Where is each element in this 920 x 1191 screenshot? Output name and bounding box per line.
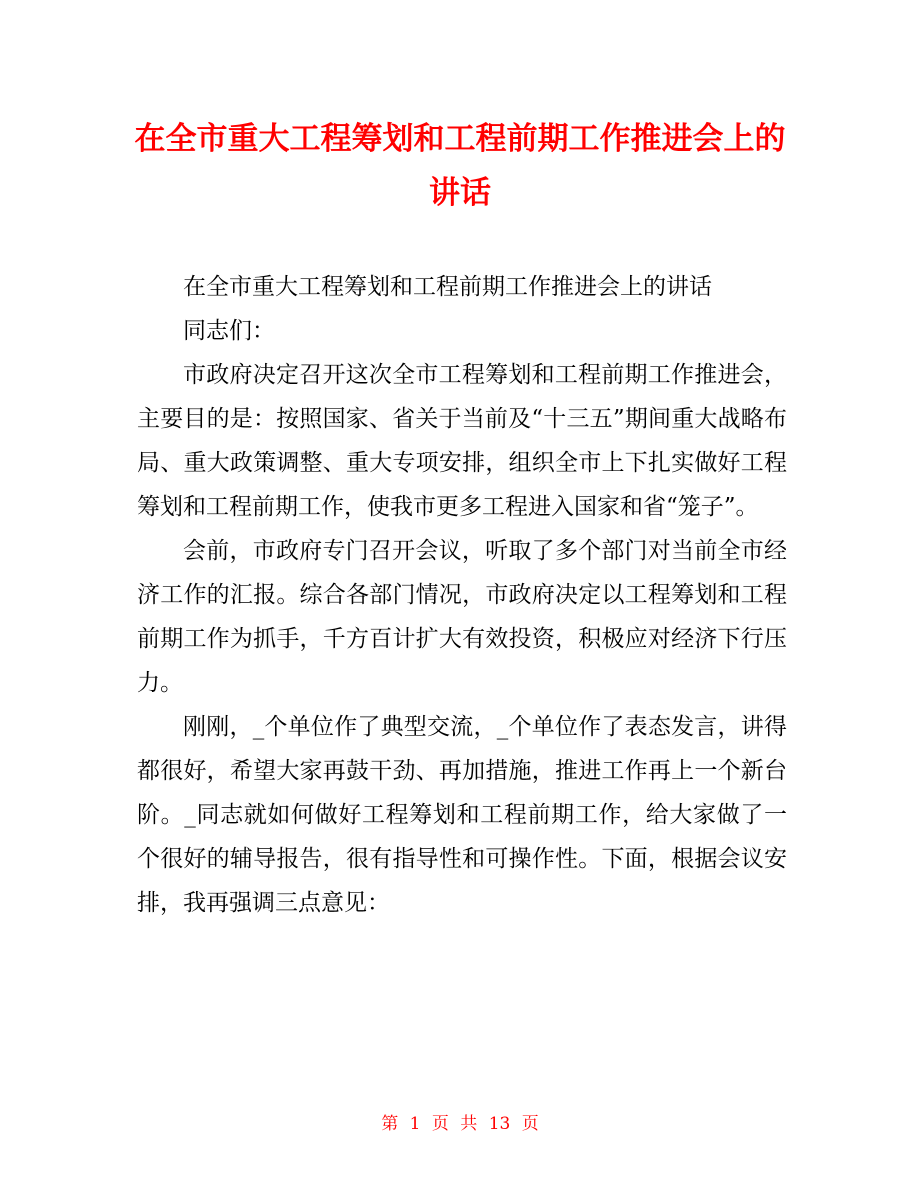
footer-current-page: 1 — [409, 1114, 421, 1134]
footer-page-unit: 页 — [431, 1114, 449, 1134]
paragraph-remarks: 刚刚，_个单位作了典型交流，_个单位作了表态发言，讲得都很好，希望大家再鼓干劲、再加措施，推进工作再上一个新台阶。_同志就如何做好工程筹划和工程前期工作，给大家做了一个很好的辅导报告，很有指导性和可操作性。下面，根据会议安排，我再强调三点意见： — [137, 714, 787, 916]
footer-total-prefix: 共 — [460, 1114, 478, 1134]
document-body — [137, 265, 787, 925]
footer-prefix: 第 — [381, 1114, 399, 1134]
page-footer — [0, 1112, 920, 1136]
footer-total-pages: 13 — [488, 1114, 511, 1134]
paragraph-prior-meeting: 会前，市政府专门召开会议，听取了多个部门对当前全市经济工作的汇报。综合各部门情况，市政府决定以工程筹划和工程前期工作为抓手，千方百计扩大有效投资，积极应对经济下行压力。 — [137, 538, 787, 696]
paragraph-heading: 在全市重大工程筹划和工程前期工作推进会上的讲话 — [183, 274, 712, 300]
document-title: 在全市重大工程筹划和工程前期工作推进会上的讲话 — [134, 121, 786, 211]
paragraph-salutation: 同志们： — [183, 318, 275, 344]
paragraph-purpose: 市政府决定召开这次全市工程筹划和工程前期工作推进会，主要目的是：按照国家、省关于当前及“十三五”期间重大战略布局、重大政策调整、重大专项安排，组织全市上下扎实做好工程筹划和工程前期工作，使我市更多工程进入国家和省“笼子”。 — [137, 362, 787, 520]
footer-total-unit: 页 — [521, 1114, 539, 1134]
